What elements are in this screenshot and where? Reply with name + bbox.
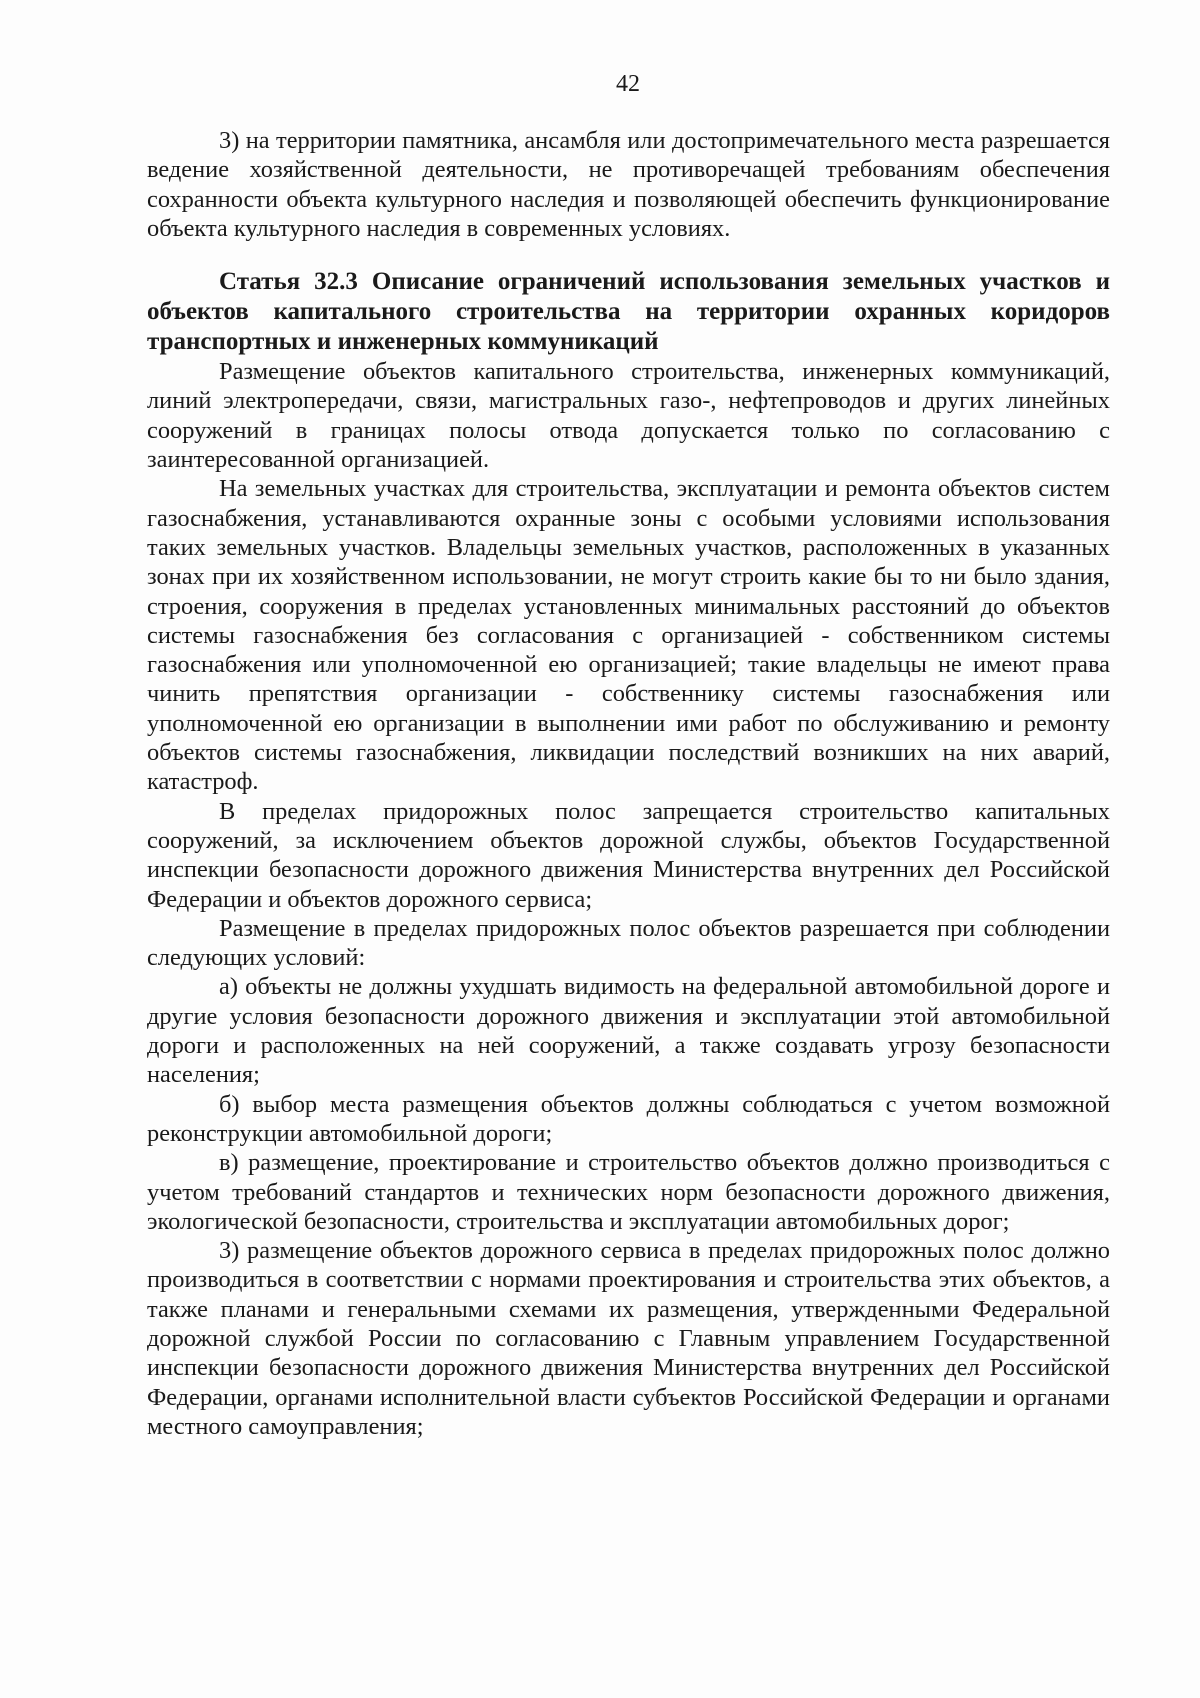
paragraph-condition-a: а) объекты не должны ухудшать видимость на федеральной автомобильной дороге и другие условия безопасности дорожного движения и эксплуатации этой автомобильной дороги и расположенных на ней сооружений, а также создавать угрозу безопасности населения; bbox=[147, 973, 1110, 1089]
paragraph-item-3: 3) на территории памятника, ансамбля или достопримечательного места разрешается ведение хозяйственной деятельности, не противоречащей требованиям обеспечения сохранности объекта культурного наследия и позволяющей обеспечить функционирование объекта культурного наследия в современных условиях. bbox=[147, 127, 1110, 242]
paragraph-placement-restrictions: Размещение объектов капитального строительства, инженерных коммуникаций, линий электропередачи, связи, магистральных газо-, нефтепроводов и других линейных сооружений в границах полосы отвода допускается только по согласованию с заинтересованной организацией. bbox=[147, 358, 1110, 474]
article-heading: Статья 32.3 Описание ограничений использования земельных участков и объектов капитального строительства на территории охранных коридоров транспортных и инженерных коммуникаций bbox=[147, 268, 1110, 356]
paragraph-condition-b: б) выбор места размещения объектов должны соблюдаться с учетом возможной реконструкции автомобильной дороги; bbox=[147, 1090, 1110, 1147]
paragraph-gas-supply-zones: На земельных участках для строительства, эксплуатации и ремонта объектов систем газоснабжения, устанавливаются охранные зоны с особыми условиями использования таких земельных участков. Владельцы земельных участков, расположенных в указанных зонах при их хозяйственном использовании, не могут строить какие бы то ни было здания, строения, сооружения в пределах установленных минимальных расстояний до объектов системы газоснабжения без согласования с организацией - собственником системы газоснабжения или уполномоченной ею организацией; такие владельцы не имеют права чинить препятствия организации - собственнику системы газоснабжения или уполномоченной ею организации в выполнении ими работ по обслуживанию и ремонту объектов системы газоснабжения, ликвидации последствий возникших на них аварий, катастроф. bbox=[147, 475, 1110, 796]
paragraph-condition-3: 3) размещение объектов дорожного сервиса в пределах придорожных полос должно производиться в соответствии с нормами проектирования и строительства этих объектов, а также планами и генеральными схемами их размещения, утвержденными Федеральной дорожной службой России по согласованию с Главным управлением Государственной инспекции безопасности дорожного движения Министерства внутренних дел Российской Федерации, органами исполнительной власти субъектов Российской Федерации и органами местного самоуправления; bbox=[147, 1237, 1110, 1440]
paragraph-roadside-conditions: Размещение в пределах придорожных полос объектов разрешается при соблюдении следующих условий: bbox=[147, 914, 1110, 972]
page-number: 42 bbox=[616, 71, 640, 97]
paragraph-condition-v: в) размещение, проектирование и строительство объектов должно производиться с учетом требований стандартов и технических норм безопасности дорожного движения, экологической безопасности, строительства и эксплуатации автомобильных дорог; bbox=[147, 1149, 1110, 1235]
document-body bbox=[147, 126, 1110, 1441]
paragraph-roadside-ban: В пределах придорожных полос запрещается строительство капитальных сооружений, за исключением объектов дорожной службы, объектов Государственной инспекции безопасности дорожного движения Министерства внутренних дел Российской Федерации и объектов дорожного сервиса; bbox=[147, 797, 1110, 913]
